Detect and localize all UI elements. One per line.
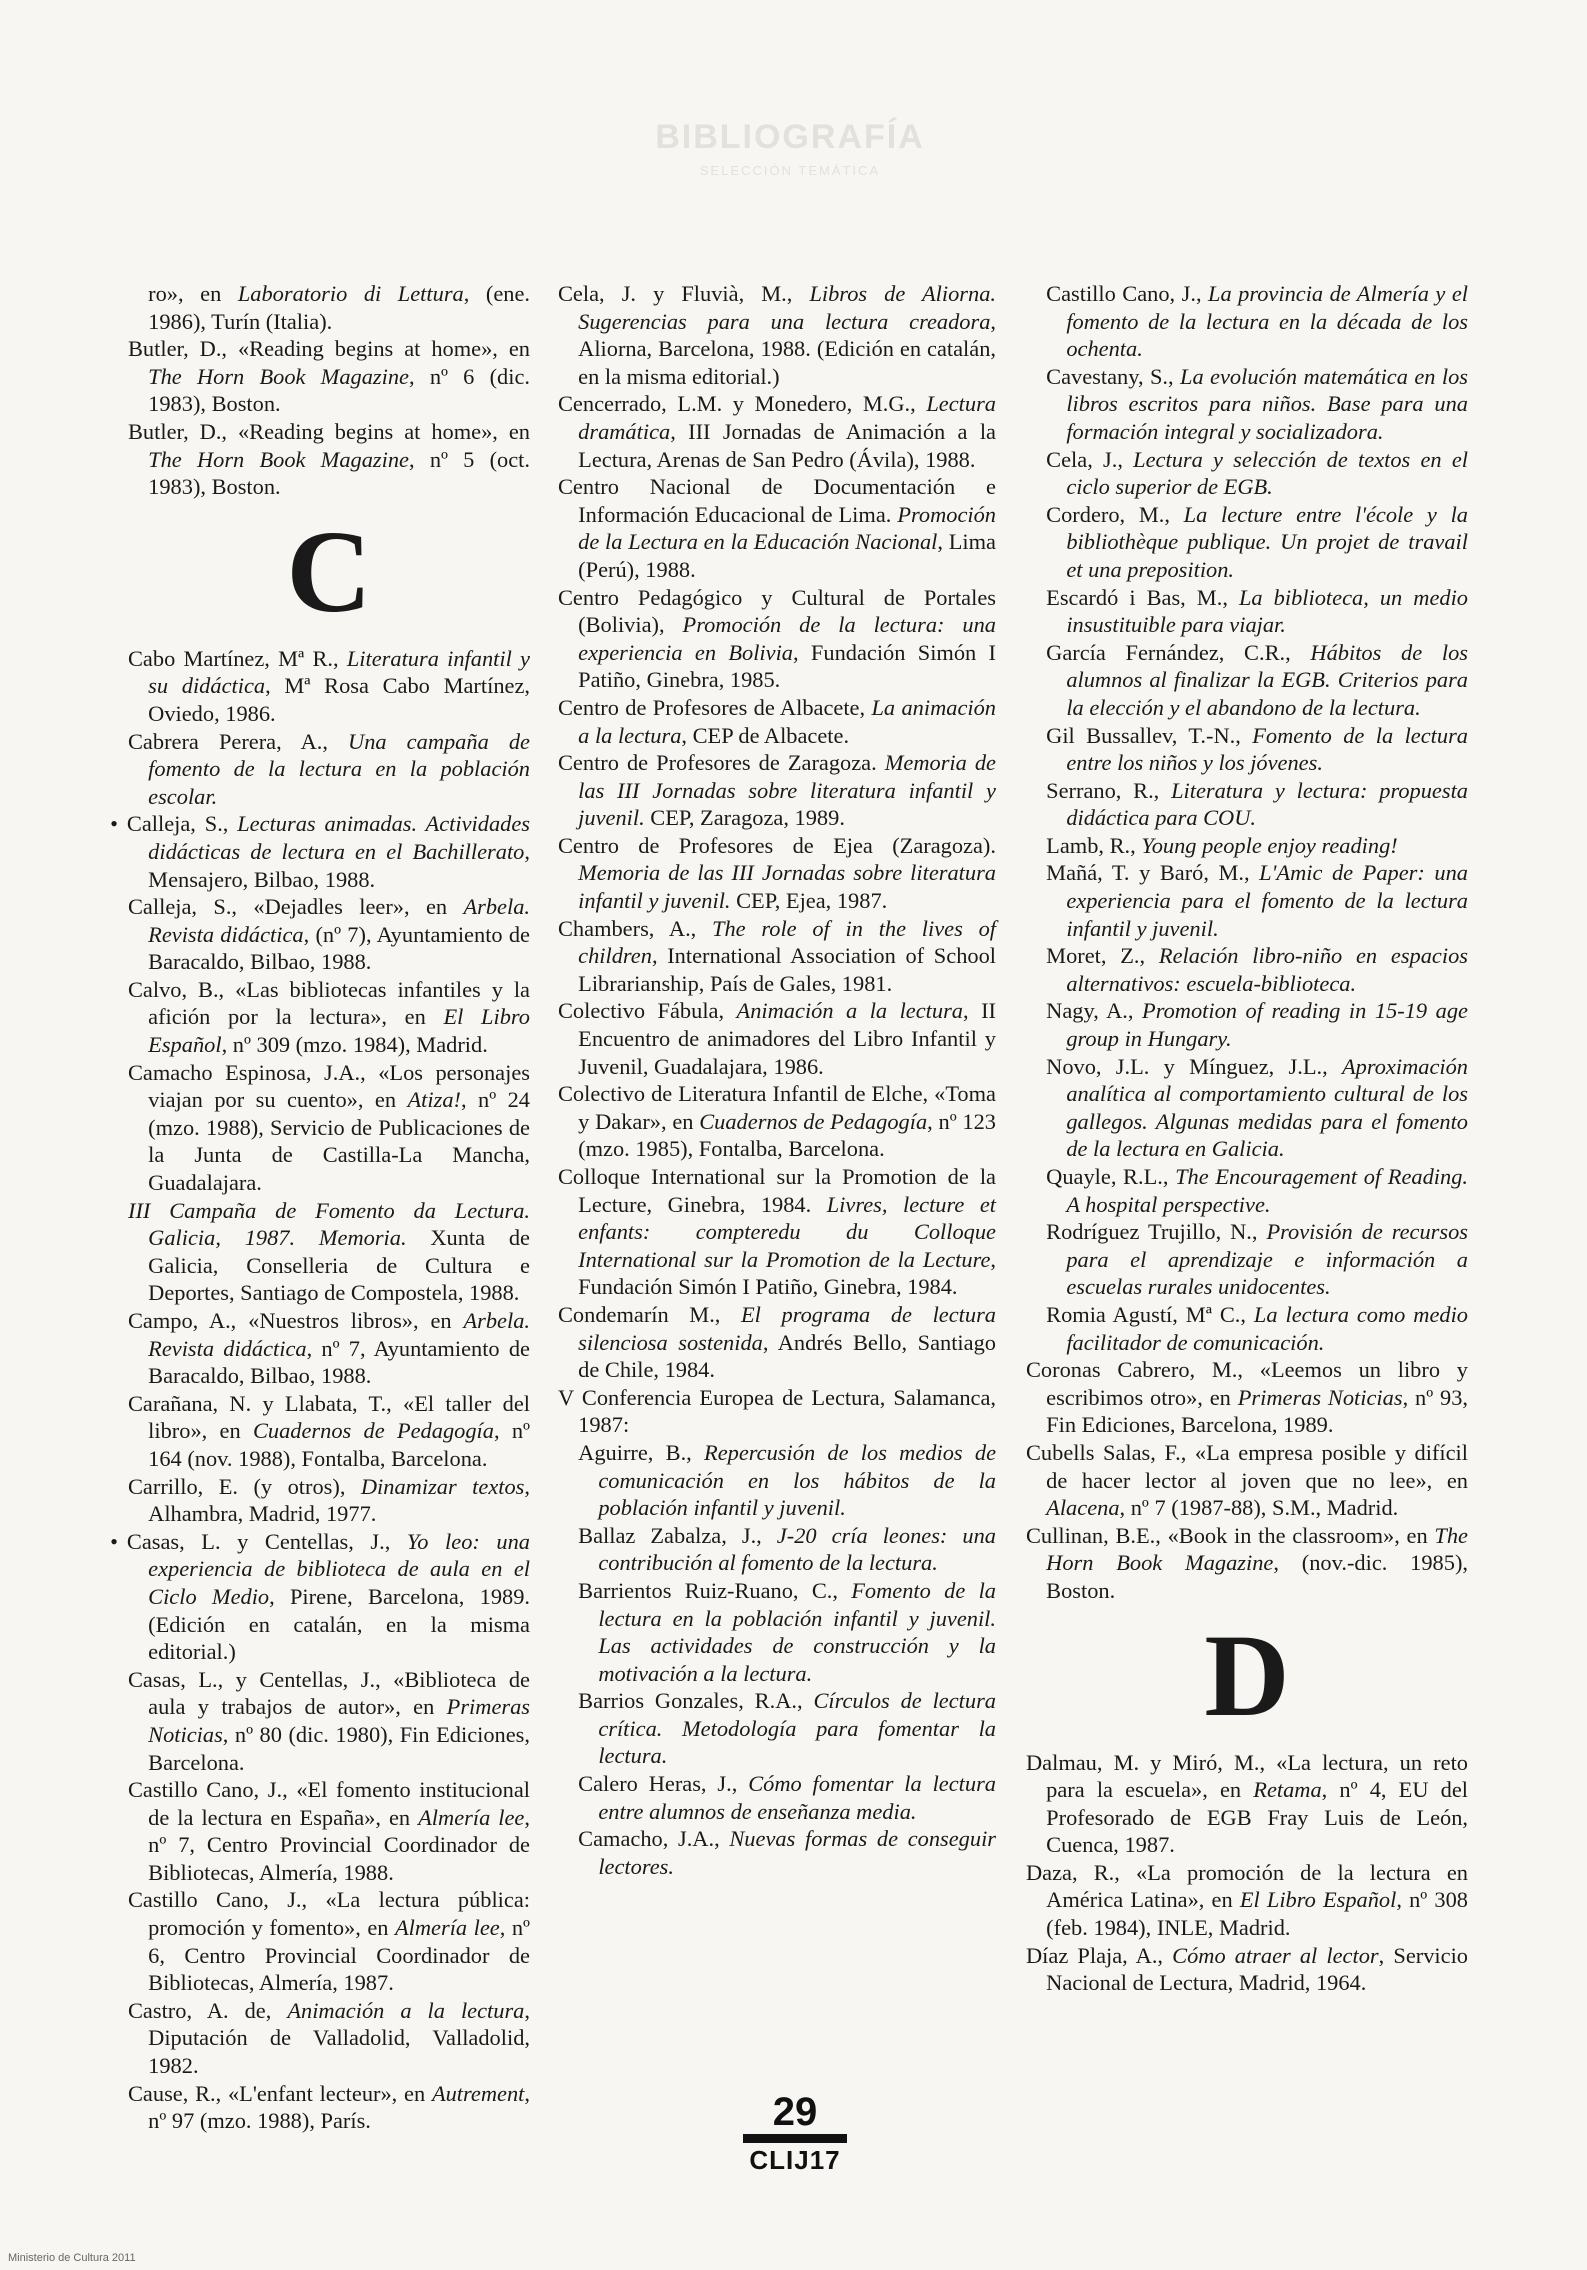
- bibliography-entry: Butler, D., «Reading begins at home», en The Horn Book Magazine, nº 6 (dic. 1983), Boston.: [128, 336, 530, 417]
- bibliography-subentry: Romia Agustí, Mª C., La lectura como medio facilitador de comunicación.: [1046, 1301, 1468, 1355]
- bullet-icon: •: [110, 811, 118, 837]
- bibliography-subentry: Cela, J., Lectura y selección de textos en el ciclo superior de EGB.: [1046, 446, 1468, 500]
- faded-header: [640, 118, 940, 178]
- bibliography-entry: Colectivo de Literatura Infantil de Elche, «Toma y Dakar», en Cuadernos de Pedagogía, nº 123 (mzo. 1985), Fontalba, Barcelona.: [558, 1081, 996, 1162]
- bibliography-subentry: García Fernández, C.R., Hábitos de los alumnos al finalizar la EGB. Criterios para la elección y el abandono de la lectura.: [1046, 639, 1468, 720]
- bibliography-subentry: Aguirre, B., Repercusión de los medios de comunicación en los hábitos de la población infantil y juvenil.: [578, 1439, 997, 1521]
- bibliography-entry: Calvo, B., «Las bibliotecas infantiles y la afición por la lectura», en El Libro Español, nº 309 (mzo. 1984), Madrid.: [128, 976, 530, 1058]
- bibliography-column-3: [1026, 280, 1468, 1997]
- bibliography-entry: Centro de Profesores de Zaragoza. Memoria de las III Jornadas sobre literatura infantil y juvenil. CEP, Zaragoza, 1989.: [558, 750, 996, 831]
- bibliography-entry: Chambers, A., The role of in the lives of children, International Association of School Librarianship, País de Gales, 1981.: [558, 915, 996, 996]
- bibliography-entry: Castro, A. de, Animación a la lectura, Diputación de Valladolid, Valladolid, 1982.: [128, 1997, 530, 2079]
- bibliography-entry: Cabo Martínez, Mª R., Literatura infantil y su didáctica, Mª Rosa Cabo Martínez, Oviedo, 1986.: [128, 645, 530, 726]
- bibliography-entry: Cullinan, B.E., «Book in the classroom», en The Horn Book Magazine, (nov.-dic. 1985), Boston.: [1026, 1522, 1468, 1603]
- bibliography-entry: • Calleja, S., Lecturas animadas. Actividades didácticas de lectura en el Bachillerato, Mensajero, Bilbao, 1988.: [110, 811, 531, 892]
- section-letter: C: [286, 505, 372, 637]
- bibliography-entry: Cencerrado, L.M. y Monedero, M.G., Lectura dramática, III Jornadas de Animación a la Lectura, Arenas de San Pedro (Ávila), 1988.: [558, 391, 996, 472]
- bibliography-entry: Butler, D., «Reading begins at home», en The Horn Book Magazine, nº 5 (oct. 1983), Boston.: [128, 418, 530, 500]
- folio-rule: [743, 2134, 847, 2143]
- faded-header-subtitle: SELECCIÓN TEMÁTICA: [699, 163, 881, 178]
- bibliography-entry: V Conferencia Europea de Lectura, Salamanca, 1987:: [558, 1384, 996, 1438]
- bibliography-entry: ro», en Laboratorio di Lettura, (ene. 1986), Turín (Italia).: [148, 281, 530, 334]
- bibliography-entry: Casas, L., y Centellas, J., «Biblioteca de aula y trabajos de autor», en Primeras Noticias, nº 80 (dic. 1980), Fin Ediciones, Barcelona.: [128, 1666, 530, 1775]
- bibliography-entry: Colloque International sur la Promotion de la Lecture, Ginebra, 1984. Livres, lecture et enfants: compteredu du Colloque International sur la Promotion de la Lecture, Fundación Simón I Patiño, Ginebra, 1984.: [558, 1164, 996, 1300]
- bibliography-column-2: [558, 280, 996, 1880]
- bibliography-subentry: Camacho, J.A., Nuevas formas de conseguir lectores.: [578, 1826, 997, 1879]
- magazine-name: CLIJ17: [749, 2145, 841, 2175]
- bibliography-entry: Centro Nacional de Documentación e Información Educacional de Lima. Promoción de la Lectura en la Educación Nacional, Lima (Perú), 1988.: [558, 474, 996, 582]
- bibliography-subentry: Calero Heras, J., Cómo fomentar la lectura entre alumnos de enseñanza media.: [578, 1771, 996, 1824]
- bibliography-entry: Campo, A., «Nuestros libros», en Arbela. Revista didáctica, nº 7, Ayuntamiento de Baracaldo, Bilbao, 1988.: [128, 1308, 530, 1389]
- faded-header-title: BIBLIOGRAFÍA: [655, 118, 925, 156]
- bibliography-subentry: Barrientos Ruiz-Ruano, C., Fomento de la lectura en la población infantil y juvenil. Las actividades de construcción y la motivación a la lectura.: [578, 1577, 996, 1686]
- bibliography-subentry: Barrios Gonzales, R.A., Círculos de lectura crítica. Metodología para fomentar la lectura.: [578, 1688, 996, 1769]
- bibliography-subentry: Cavestany, S., La evolución matemática en los libros escritos para niños. Base para una formación integral y socializadora.: [1046, 363, 1468, 444]
- bibliography-entry: Carañana, N. y Llabata, T., «El taller del libro», en Cuadernos de Pedagogía, nº 164 (nov. 1988), Fontalba, Barcelona.: [128, 1390, 530, 1471]
- bibliography-entry: Carrillo, E. (y otros), Dinamizar textos, Alhambra, Madrid, 1977.: [128, 1473, 530, 1527]
- bibliography-entry: Centro de Profesores de Ejea (Zaragoza). Memoria de las III Jornadas sobre literatura infantil y juvenil. CEP, Ejea, 1987.: [558, 832, 996, 914]
- bibliography-entry: Cela, J. y Fluvià, M., Libros de Aliorna. Sugerencias para una lectura creadora, Aliorna, Barcelona, 1988. (Edición en catalán, en la misma editorial.): [558, 281, 996, 389]
- bibliography-entry: III Campaña de Fomento da Lectura. Galicia, 1987. Memoria. Xunta de Galicia, Conselleria de Cultura e Deportes, Santiago de Compostela, 1988.: [128, 1197, 530, 1306]
- bibliography-subentry: Nagy, A., Promotion of reading in 15-19 age group in Hungary.: [1046, 998, 1468, 1052]
- bibliography-subentry: Lamb, R., Young people enjoy reading!: [1046, 832, 1398, 858]
- footer-credit: Ministerio de Cultura 2011: [8, 2252, 136, 2264]
- bibliography-entry: Cause, R., «L'enfant lecteur», en Autrement, nº 97 (mzo. 1988), París.: [128, 2080, 530, 2134]
- bibliography-subentry: Novo, J.L. y Mínguez, J.L., Aproximación analítica al comportamiento cultural de los gallegos. Algunas medidas para el fomento de la lectura en Galicia.: [1046, 1053, 1468, 1162]
- bibliography-subentry: Serrano, R., Literatura y lectura: propuesta didáctica para COU.: [1046, 777, 1468, 831]
- bibliography-subentry: Ballaz Zabalza, J., J-20 cría leones: una contribución al fomento de la lectura.: [578, 1522, 996, 1576]
- bibliography-entry: Centro Pedagógico y Cultural de Portales (Bolivia), Promoción de la lectura: una experiencia en Bolivia, Fundación Simón I Patiño, Ginebra, 1985.: [558, 584, 996, 693]
- bibliography-entry: Centro de Profesores de Albacete, La animación a la lectura, CEP de Albacete.: [558, 694, 996, 748]
- bibliography-column-1: [110, 280, 531, 2135]
- bibliography-entry: Colectivo Fábula, Animación a la lectura, II Encuentro de animadores del Libro Infantil y Juvenil, Guadalajara, 1986.: [558, 998, 996, 1079]
- bibliography-entry: Calleja, S., «Dejadles leer», en Arbela. Revista didáctica, (nº 7), Ayuntamiento de Baracaldo, Bilbao, 1988.: [128, 894, 530, 975]
- bibliography-entry: • Casas, L. y Centellas, J., Yo leo: una experiencia de biblioteca de aula en el Ciclo Medio, Pirene, Barcelona, 1989. (Edición en catalán, en la misma editorial.): [110, 1528, 531, 1665]
- bibliography-entry: Dalmau, M. y Miró, M., «La lectura, un reto para la escuela», en Retama, nº 4, EU del Profesorado de EGB Fray Luis de León, Cuenca, 1987.: [1026, 1749, 1469, 1858]
- bibliography-subentry: Castillo Cano, J., La provincia de Almería y el fomento de la lectura en la década de los ochenta.: [1046, 281, 1468, 362]
- bibliography-subentry: Escardó i Bas, M., La biblioteca, un medio insustituible para viajar.: [1046, 584, 1468, 638]
- page-folio: [735, 2092, 855, 2175]
- bibliography-subentry: Cordero, M., La lecture entre l'école y la bibliothèque publique. Un projet de travail et una preposition.: [1046, 501, 1468, 582]
- bibliography-entry: Castillo Cano, J., «El fomento institucional de la lectura en España», en Almería lee, nº 7, Centro Provincial Coordinador de Bibliotecas, Almería, 1988.: [128, 1777, 530, 1885]
- bibliography-entry: Coronas Cabrero, M., «Leemos un libro y escribimos otro», en Primeras Noticias, nº 93, Fin Ediciones, Barcelona, 1989.: [1026, 1357, 1468, 1438]
- bibliography-entry: Cabrera Perera, A., Una campaña de fomento de la lectura en la población escolar.: [128, 728, 530, 809]
- page-number: 29: [772, 2090, 818, 2134]
- bibliography-entry: Díaz Plaja, A., Cómo atraer al lector, Servicio Nacional de Lectura, Madrid, 1964.: [1026, 1942, 1468, 1996]
- bibliography-subentry: Mañá, T. y Baró, M., L'Amic de Paper: una experiencia para el fomento de la lectura infantil y juvenil.: [1046, 860, 1468, 941]
- bibliography-entry: Daza, R., «La promoción de la lectura en América Latina», en El Libro Español, nº 308 (feb. 1984), INLE, Madrid.: [1026, 1859, 1468, 1941]
- bibliography-entry: Camacho Espinosa, J.A., «Los personajes viajan por su cuento», en Atiza!, nº 24 (mzo. 1988), Servicio de Publicaciones de la Junta de Castilla-La Mancha, Guadalajara.: [128, 1059, 530, 1196]
- bibliography-entry: Castillo Cano, J., «La lectura pública: promoción y fomento», en Almería lee, nº 6, Centro Provincial Coordinador de Bibliotecas, Almería, 1987.: [128, 1887, 530, 1996]
- bibliography-subentry: Quayle, R.L., The Encouragement of Reading. A hospital perspective.: [1046, 1164, 1468, 1217]
- section-letter: D: [1204, 1609, 1290, 1741]
- bibliography-subentry: Rodríguez Trujillo, N., Provisión de recursos para el aprendizaje e información a escuelas rurales unidocentes.: [1046, 1219, 1468, 1300]
- bibliography-subentry: Gil Bussallev, T.-N., Fomento de la lectura entre los niños y los jóvenes.: [1046, 722, 1468, 776]
- bibliography-subentry: Moret, Z., Relación libro-niño en espacios alternativos: escuela-biblioteca.: [1046, 943, 1468, 996]
- bibliography-entry: Condemarín M., El programa de lectura silenciosa sostenida, Andrés Bello, Santiago de Chile, 1984.: [558, 1301, 996, 1383]
- bullet-icon: •: [110, 1528, 118, 1554]
- bibliography-entry: Cubells Salas, F., «La empresa posible y difícil de hacer lector al joven que no lee», en Alacena, nº 7 (1987-88), S.M., Madrid.: [1026, 1439, 1468, 1521]
